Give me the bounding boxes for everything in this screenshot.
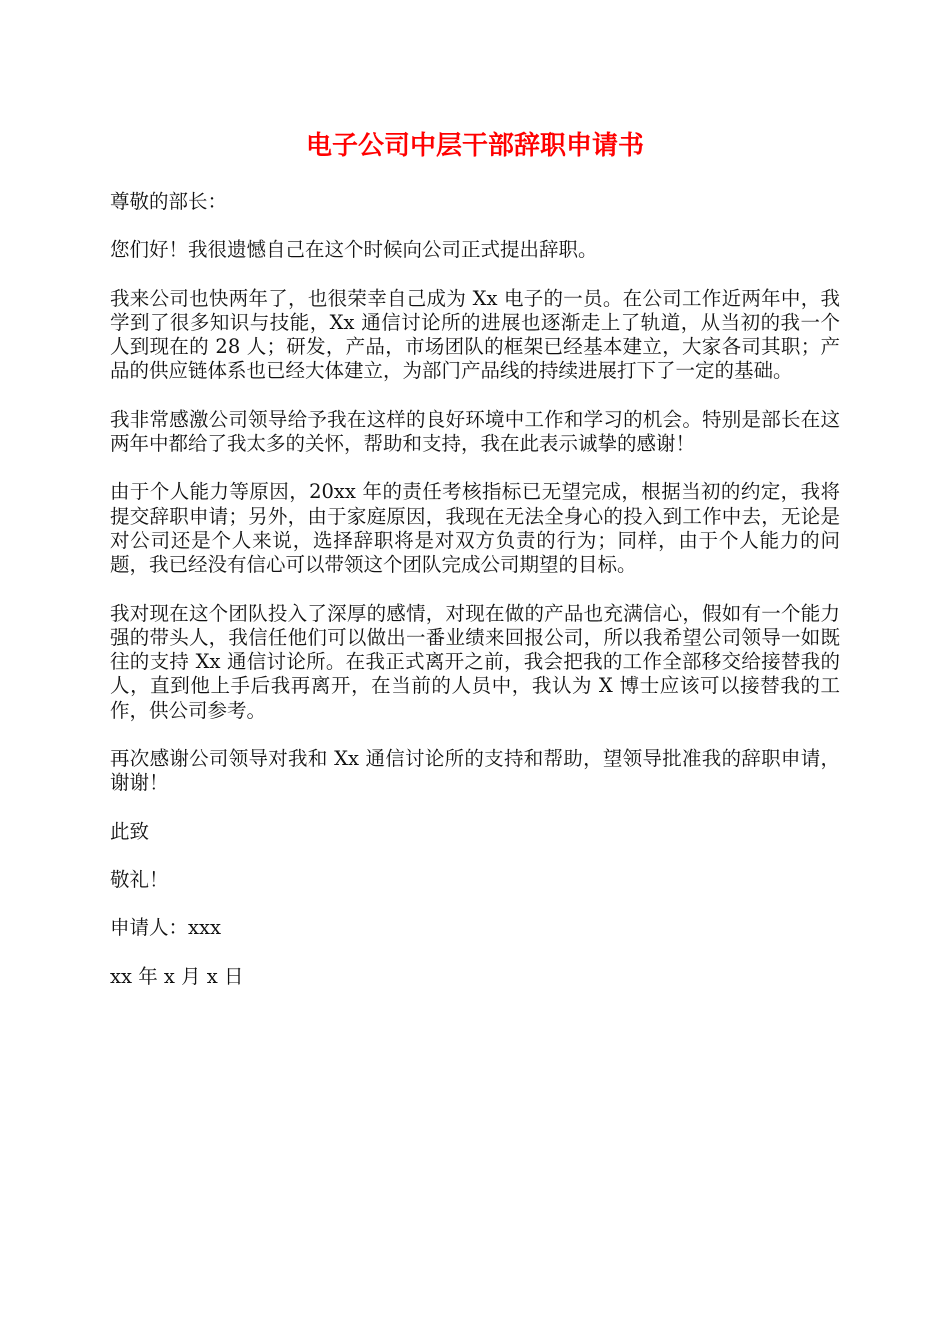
paragraph-handover: 我对现在这个团队投入了深厚的感情，对现在做的产品也充满信心，假如有一个能力强的带头人，我信任他们可以做出一番业绩来回报公司，所以我希望公司领导一如既往的支持 Xx 通信讨论所。在我正式离开之前，我会把我的工作全部移交给接替我的人，直到他上手后我再离开，在当前的人员中，我认为 X 博士应该可以接替我的工作，供公司参考。 [110,601,840,722]
paragraph-greeting: 您们好！我很遗憾自己在这个时候向公司正式提出辞职。 [110,238,598,262]
closing-line-1: 此致 [110,819,150,843]
paragraph-reasons: 由于个人能力等原因，20xx 年的责任考核指标已无望完成，根据当初的约定，我将提交辞职申请；另外，由于家庭原因，我现在无法全身心的投入到工作中去，无论是对公司还是个人来说，选择辞职将是对双方负责的行为；同样，由于个人能力的问题，我已经没有信心可以带领这个团队完成公司期望的目标。 [110,480,840,577]
paragraph-background: 我来公司也快两年了，也很荣幸自己成为 Xx 电子的一员。在公司工作近两年中，我学到了很多知识与技能，Xx 通信讨论所的进展也逐渐走上了轨道，从当初的我一个人到现在的 28 人；研发，产品，市场团队的框架已经基本建立，大家各司其职；产品的供应链体系也已经大体建立，为部门产品线的持续进展打下了一定的基础。 [110,286,840,383]
closing-line-2: 敬礼！ [110,867,169,891]
applicant-signature: 申请人：xxx [110,916,221,940]
letter-date: xx 年 x 月 x 日 [110,964,244,988]
paragraph-thanks: 再次感谢公司领导对我和 Xx 通信讨论所的支持和帮助，望领导批准我的辞职申请，谢谢！ [110,747,840,795]
document-title: 电子公司中层干部辞职申请书 [305,131,644,161]
document-body [110,190,840,989]
paragraph-gratitude: 我非常感激公司领导给予我在这样的良好环境中工作和学习的机会。特别是部长在这两年中都给了我太多的关怀，帮助和支持，我在此表示诚挚的感谢！ [110,407,840,456]
salutation: 尊敬的部长： [110,190,228,213]
